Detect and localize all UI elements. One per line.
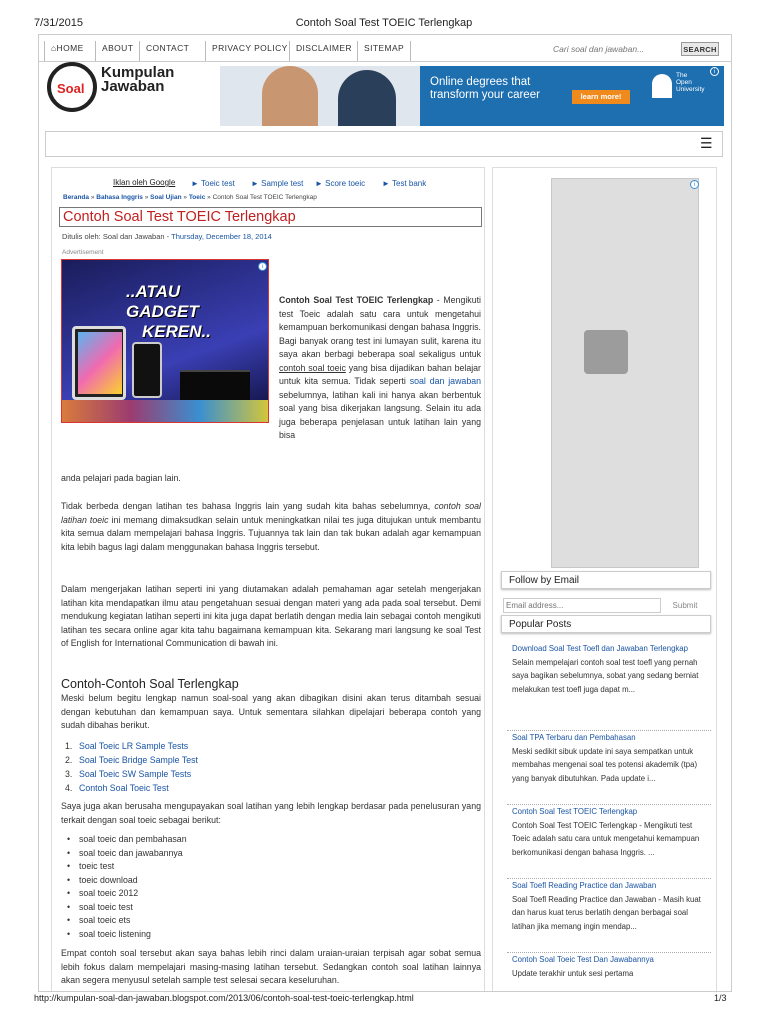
breadcrumb-separator: » [183, 194, 187, 201]
popular-post-item [512, 642, 706, 696]
link-unit-test-bank[interactable]: ► Test bank [382, 179, 427, 188]
section-heading: Contoh-Contoh Soal Terlengkap [61, 677, 239, 691]
breadcrumb-home[interactable]: Beranda [63, 194, 90, 201]
nav-about[interactable]: ABOUT [95, 41, 133, 61]
list-item[interactable] [65, 753, 439, 767]
popular-post-item [512, 731, 706, 785]
top-navbar [39, 35, 731, 62]
print-header-title: Contoh Soal Test TOEIC Terlengkap [295, 17, 473, 29]
intro-text-2: yang bisa dijadikan bahan belajar untuk kita semua. Tidak seperti [279, 362, 481, 386]
university-logo-icon [652, 74, 672, 98]
ad-headline: Online degrees that transform your career [430, 76, 540, 101]
popular-post-item [512, 879, 706, 933]
home-icon: ⌂ [51, 43, 57, 53]
ad-info-icon[interactable]: i [710, 67, 719, 76]
list-item[interactable] [65, 739, 439, 753]
popular-post-item [512, 953, 706, 980]
search-input[interactable] [553, 42, 675, 56]
logo-text-line1[interactable]: Kumpulan [101, 64, 175, 81]
paragraph-5: Saya juga akan berusaha mengupayakan soal latihan yang lebih lengkap berdasar pada penelusuran yang terkait dengan soal toeic sebagai berikut: [61, 801, 481, 825]
list-item: • toeic download [67, 874, 138, 885]
list-item-text: soal toeic listening [79, 928, 151, 939]
post-title: Contoh Soal Test TOEIC Terlengkap [59, 207, 482, 227]
list-item-text: toeic download [79, 874, 138, 885]
logo-text-line2[interactable]: Jawaban [101, 78, 165, 95]
console-image [180, 370, 250, 402]
link-unit-sample-test[interactable]: ► Sample test [251, 179, 304, 188]
breadcrumb-toeic[interactable]: Toeic [188, 194, 206, 201]
list-item: • toeic test [67, 861, 115, 871]
breadcrumb-separator: » [207, 194, 211, 201]
popular-post-snippet: Update terakhir untuk sesi pertama [512, 968, 634, 978]
print-header-date: 7/31/2015 [34, 17, 83, 29]
ad-info-icon[interactable]: i [258, 262, 267, 271]
popular-post-link[interactable]: Contoh Soal Test TOEIC Terlengkap [512, 807, 638, 816]
sample-test-list [65, 739, 439, 795]
ad-learn-more-button[interactable]: learn more! [572, 90, 630, 104]
nav-privacy-policy[interactable]: PRIVACY POLICY [205, 41, 288, 61]
search-button[interactable]: SEARCH [681, 42, 719, 56]
follow-by-email-title: Follow by Email [501, 571, 711, 589]
nav-sitemap[interactable]: SITEMAP [357, 41, 411, 61]
print-footer-page: 1/3 [714, 993, 727, 1003]
paragraph-2-b: ini memang dimaksudkan selain untuk meningkatkan nilai tes juga ditujukan untuk membantu kita semua dalam mempelajari bahasa Inggris. Tujuannya tak lain dan tak bukan adalah agar kemampuan kita lebih bagus lagi dalam menggunakan bahasa Inggris tersebut. [61, 514, 481, 552]
intro-text-1: - Mengikuti test Toeic adalah satu cara untuk mengetahui kemampuan berkomunikasi dengan bahasa Inggris. Bagi banyak orang test ini lumayan sulit, karena itu saya akan berbagi beberapa soal sekaligus untuk [279, 295, 481, 359]
nav-disclaimer[interactable]: DISCLAIMER [289, 41, 352, 61]
popular-post-link[interactable]: Soal Toefl Reading Practice dan Jawaban [512, 881, 657, 890]
list-item-text: soal toeic test [79, 901, 133, 912]
gadget-ad-line3: KEREN.. [142, 322, 211, 341]
list-item: • soal toeic test [67, 901, 133, 912]
list-link[interactable]: Soal Toeic SW Sample Tests [79, 769, 192, 779]
popular-posts-title: Popular Posts [501, 615, 711, 633]
gadget-ad-line1: ..ATAU [126, 282, 181, 301]
ad-person2-image [338, 70, 396, 126]
list-item[interactable] [65, 781, 439, 795]
paragraph-3: Dalam mengerjakan latihan seperti ini yang diutamakan adalah pemahaman agar setelah mengerjakan latihan kita mendapatkan ilmu atau pengetahuan sesuai dengan materi yang ada pada soal tersebut. Demi mendukung kegiatan latihan seperti ini kita juga dapat berlatih dengan media lain sebagai contoh mengikuti latihan tes secara online agar kita tahu bagaimana kemampuan kita. Sekarang mari langsung ke soal Test of English for International Communication di bawah ini. [61, 584, 481, 648]
nav-contact[interactable]: CONTACT [139, 41, 189, 61]
intro-paragraph [279, 294, 481, 443]
popular-post-snippet: Selain mempelajari contoh soal test toefl yang pernah saya bagikan sebelumnya, sobat yang sedang berniat melakukan test toefl juga dapat m... [512, 657, 699, 694]
breadcrumb-separator: » [144, 194, 149, 201]
list-item-text: toeic test [79, 861, 115, 871]
paragraph-4: Meski belum begitu lengkap namun soal-soal yang akan dibagikan disini akan terus ditambah sesuai dengan kebutuhan dan kemampuan saya. Untuk sementara silahkan dipelajari beberapa contoh yang sudah dibahas berikut. [61, 693, 481, 730]
popular-post-link[interactable]: Soal TPA Terbaru dan Pembahasan [512, 733, 636, 742]
paragraph-2-emphasis: contoh soal latihan toeic [61, 501, 481, 525]
list-item-text: soal toeic dan pembahasan [79, 834, 187, 844]
list-link[interactable]: Soal Toeic Bridge Sample Test [79, 755, 198, 765]
tablet-screen-image [78, 332, 122, 394]
menu-bar [45, 131, 723, 157]
submit-button[interactable]: Submit [669, 598, 701, 613]
paragraph-6: Empat contoh soal tersebut akan saya bahas lebih rinci dalam uraian-uraian terpisah agar sobat semua lebih fokus dalam mempelajari masing-masing latihan tersebut. Sedangkan contoh soal latihan lainnya akan segera menyusul setelah sample test selesai secara keseluruhan. [61, 948, 481, 985]
intro-text-3: sebelumnya, latihan kali ini hanya akan berbentuk soal yang bisa dikerjakan langsung. Selain itu ada juga beberapa penjelasan untuk latihan lain yang bisa [279, 389, 481, 440]
banner-ad[interactable] [220, 66, 724, 126]
advertisement-label: Advertisement [62, 249, 104, 256]
list-item-text: soal toeic ets [79, 915, 131, 925]
breadcrumb-current: Contoh Soal Test TOEIC Terlengkap [212, 194, 317, 201]
list-link[interactable]: Contoh Soal Toeic Test [79, 783, 169, 793]
breadcrumb-bahasa-inggris[interactable]: Bahasa Inggris [96, 194, 143, 201]
breadcrumb-separator: » [90, 194, 95, 201]
list-number: 2. [65, 755, 73, 765]
phone-image [132, 342, 162, 398]
list-item-text: soal toeic dan jawabannya [79, 847, 183, 858]
list-number: 1. [65, 741, 73, 751]
link-unit-score-toeic[interactable]: ► Score toeic [315, 179, 366, 188]
list-item: • soal toeic listening [67, 928, 151, 939]
ad-info-icon[interactable]: i [690, 180, 699, 189]
list-item: • soal toeic ets [67, 915, 131, 925]
popular-post-link[interactable]: Contoh Soal Toeic Test Dan Jawabannya [512, 955, 654, 964]
logo-badge: Soal [57, 81, 85, 96]
nav-home[interactable] [44, 41, 84, 61]
list-item[interactable] [65, 767, 439, 781]
list-item-text: soal toeic 2012 [79, 888, 139, 898]
list-item: • soal toeic dan pembahasan [67, 834, 187, 844]
nav-home-label: HOME [56, 43, 84, 53]
page-frame [38, 34, 732, 992]
post-meta [62, 232, 272, 241]
ad-person-image [262, 66, 318, 126]
list-item: • soal toeic dan jawabannya [67, 847, 183, 858]
breadcrumb [63, 194, 483, 201]
popular-post-item [512, 805, 706, 859]
hamburger-menu-icon[interactable]: ☰ [700, 135, 713, 151]
intro-tail: anda pelajari pada bagian lain. [61, 473, 181, 483]
post-date[interactable]: Thursday, December 18, 2014 [171, 232, 272, 241]
paragraph-2-a: Tidak berbeda dengan latihan tes bahasa Inggris lain yang sudah kita bahas sebelumnya, [61, 501, 435, 511]
keyword-list [67, 833, 379, 941]
list-item: • soal toeic 2012 [67, 888, 139, 898]
list-link[interactable]: Soal Toeic LR Sample Tests [79, 741, 189, 751]
link-soal-dan-jawaban[interactable]: soal dan jawaban [409, 376, 481, 386]
intro-bold: Contoh Soal Test TOEIC Terlengkap [279, 295, 434, 305]
print-footer-url: http://kumpulan-soal-dan-jawaban.blogspot.com/2013/06/contoh-soal-test-toeic-terlengkap.html [34, 993, 414, 1003]
list-number: 4. [65, 783, 73, 793]
list-number: 3. [65, 769, 73, 779]
ad-brand: The Open University [676, 72, 705, 93]
popular-post-snippet: Meski sedikit sibuk update ini saya sempatkan untuk membahas mengenai soal tes potensi akademik (tpa) yang banyak dibutuhkan. Pada update i... [512, 746, 698, 783]
gadget-ad-line2: GADGET [126, 302, 199, 321]
ads-by-google-label[interactable]: Iklan oleh Google [113, 178, 176, 187]
coral-image [62, 400, 268, 423]
breadcrumb-soal-ujian[interactable]: Soal Ujian [150, 194, 182, 201]
post-author: Ditulis oleh: Soal dan Jawaban - [62, 232, 172, 241]
popular-post-snippet: Contoh Soal Test TOEIC Terlengkap - Mengikuti test Toeic adalah satu cara untuk mengetahui kemampuan berkomunikasi dengan bahasa Inggris. ... [512, 820, 700, 857]
link-unit-toeic-test[interactable]: ► Toeic test [191, 179, 235, 188]
plugin-puzzle-icon [584, 330, 628, 374]
popular-post-link[interactable]: Download Soal Test Toefl dan Jawaban Terlengkap [512, 644, 688, 653]
paragraph-2 [61, 500, 481, 554]
popular-post-snippet: Soal Toefl Reading Practice dan Jawaban - Masih kuat dan harus kuat terus berlatih dengan berbagai soal latihan jika memang ingin mendap... [512, 894, 701, 931]
gadget-ad[interactable] [61, 259, 269, 423]
email-field[interactable] [503, 598, 661, 613]
link-contoh-soal-toeic[interactable]: contoh soal toeic [279, 362, 346, 373]
